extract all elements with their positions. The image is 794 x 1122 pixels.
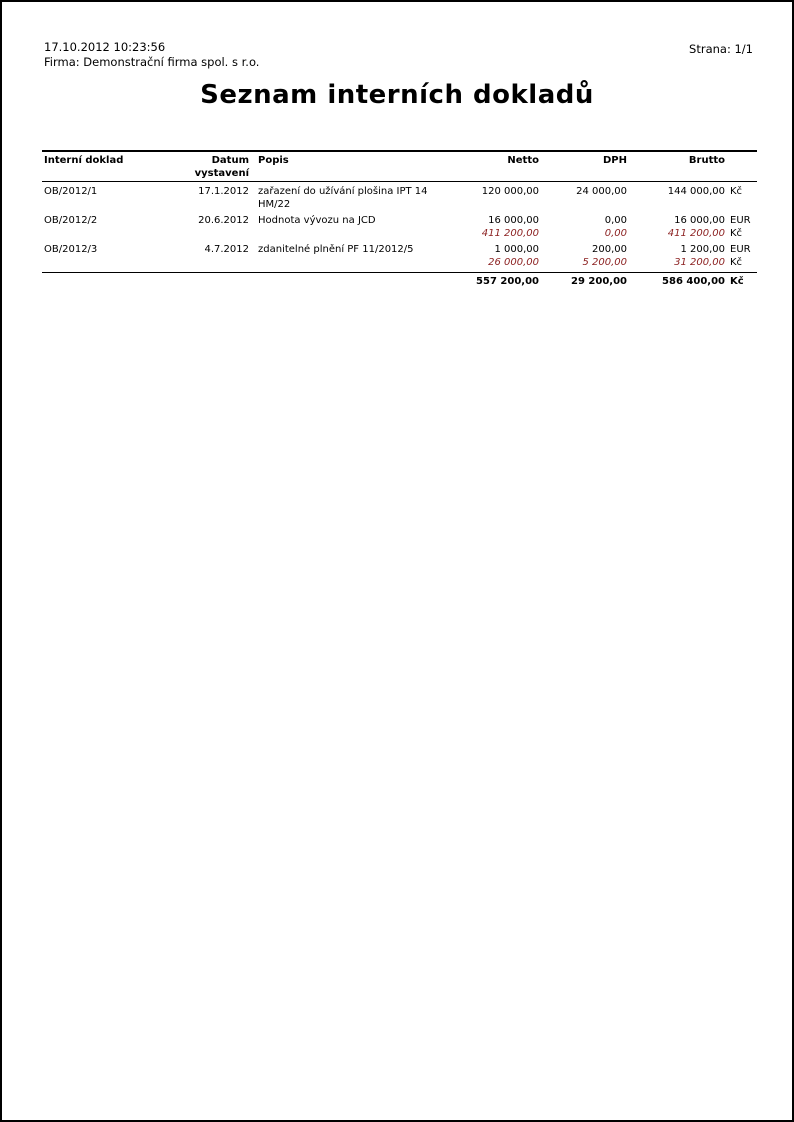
cell-netto: 120 000,00	[481, 186, 539, 197]
report-title: Seznam interních dokladů	[200, 80, 594, 110]
cell-netto-czk: 26 000,00	[488, 257, 539, 268]
cell-desc: zdanitelné plnění PF 11/2012/5	[258, 244, 414, 255]
col-header-brutto: Brutto	[688, 155, 725, 166]
cell-dph: 200,00	[592, 244, 627, 255]
cell-dph-czk: 0,00	[604, 228, 627, 239]
total-brutto: 586 400,00	[662, 276, 725, 287]
col-header-netto: Netto	[507, 155, 539, 166]
cell-dph: 24 000,00	[576, 186, 627, 197]
cell-currency: EUR	[730, 215, 751, 226]
cell-date: 20.6.2012	[198, 215, 249, 226]
cell-brutto: 1 200,00	[680, 244, 725, 255]
print-timestamp: 17.10.2012 10:23:56	[44, 40, 166, 54]
home-currency-line	[42, 227, 757, 240]
cell-dph-czk: 5 200,00	[582, 257, 627, 268]
col-header-date: Datum vystavení	[194, 155, 249, 179]
cell-currency: EUR	[730, 244, 751, 255]
cell-currency-czk: Kč	[730, 257, 743, 268]
page-number: Strana: 1/1	[689, 42, 753, 56]
cell-doc: OB/2012/1	[44, 186, 98, 197]
cell-netto: 16 000,00	[488, 215, 539, 226]
col-header-doc: Interní doklad	[44, 155, 124, 166]
documents-table	[42, 150, 757, 288]
table-row	[42, 211, 757, 240]
report-header-left	[44, 40, 259, 70]
cell-netto: 1 000,00	[494, 244, 539, 255]
cell-desc: zařazení do užívání plošina IPT 14 HM/22	[258, 186, 428, 210]
table-header-row	[42, 152, 757, 182]
cell-currency-czk: Kč	[730, 228, 743, 239]
company-line: Firma: Demonstrační firma spol. s r.o.	[44, 55, 260, 69]
cell-brutto: 144 000,00	[667, 186, 725, 197]
cell-brutto-czk: 411 200,00	[667, 228, 725, 239]
table-row	[42, 182, 757, 211]
cell-netto-czk: 411 200,00	[481, 228, 539, 239]
cell-date: 17.1.2012	[198, 186, 249, 197]
total-dph: 29 200,00	[571, 276, 627, 287]
cell-dph: 0,00	[604, 215, 627, 226]
cell-date: 4.7.2012	[204, 244, 249, 255]
total-netto: 557 200,00	[476, 276, 539, 287]
col-header-desc: Popis	[258, 155, 289, 166]
table-row	[42, 240, 757, 269]
cell-currency: Kč	[730, 186, 743, 197]
cell-desc: Hodnota vývozu na JCD	[258, 215, 376, 226]
home-currency-line	[42, 256, 757, 269]
cell-doc: OB/2012/3	[44, 244, 98, 255]
cell-doc: OB/2012/2	[44, 215, 98, 226]
col-header-dph: DPH	[603, 155, 627, 166]
cell-brutto: 16 000,00	[674, 215, 725, 226]
total-currency: Kč	[730, 276, 744, 287]
cell-brutto-czk: 31 200,00	[674, 257, 725, 268]
totals-row	[42, 272, 757, 288]
